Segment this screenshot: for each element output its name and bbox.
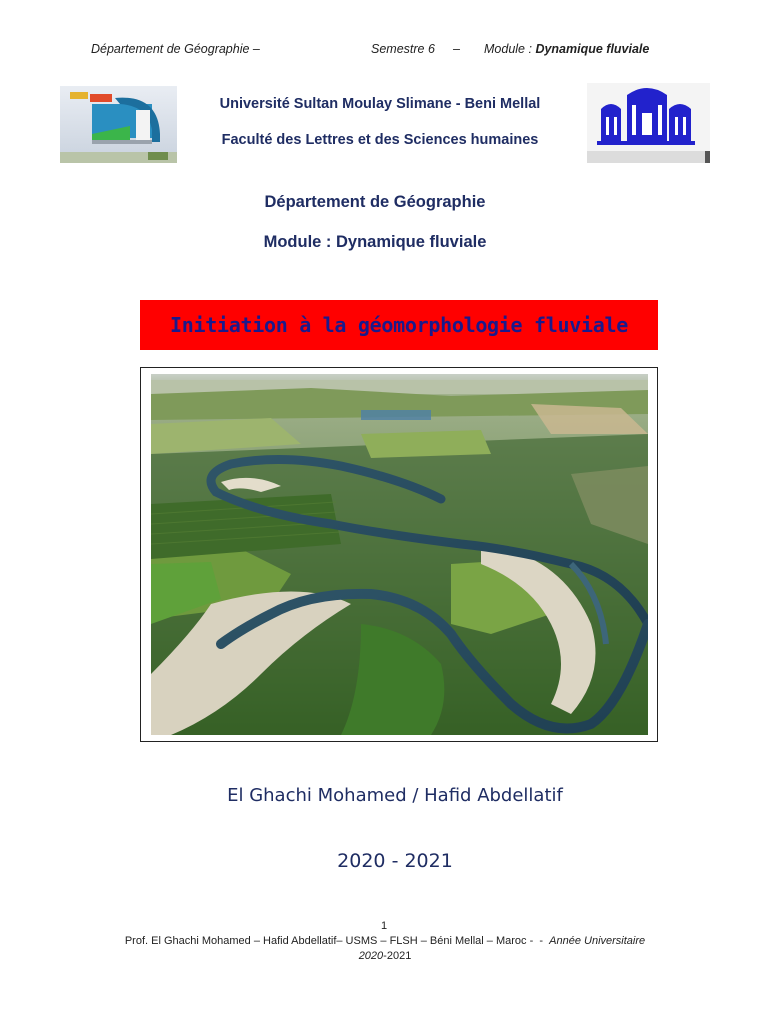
running-header-dash: – (453, 42, 460, 56)
title-banner (140, 300, 658, 350)
page-number: 1 (380, 920, 388, 932)
running-header-semester: Semestre 6 (371, 42, 435, 56)
faculty-name: Faculté des Lettres et des Sciences humaines (221, 132, 539, 148)
cover-photo-frame (140, 367, 658, 742)
document-title: Initiation à la géomorphologie fluviale (170, 313, 628, 337)
running-header-department: Département de Géographie – (91, 42, 260, 56)
aerial-river-photo (151, 374, 648, 735)
university-name: Université Sultan Moulay Slimane - Beni Mellal (219, 96, 541, 112)
faculty-building-logo-icon (587, 83, 710, 163)
academic-year: 2020 - 2021 (337, 850, 453, 872)
authors: El Ghachi Mohamed / Hafid Abdellatif (227, 785, 563, 806)
module-heading: Module : Dynamique fluviale (263, 233, 487, 251)
university-logo-icon (60, 86, 177, 163)
footer-line-2: 2020-2021 (358, 950, 412, 962)
department-heading: Département de Géographie (264, 193, 486, 211)
running-header-module: Module : Dynamique fluviale (484, 42, 650, 56)
footer-line-1: Prof. El Ghachi Mohamed – Hafid Abdellatif– USMS – FLSH – Béni Mellal – Maroc - - Année Universitaire (124, 935, 646, 947)
